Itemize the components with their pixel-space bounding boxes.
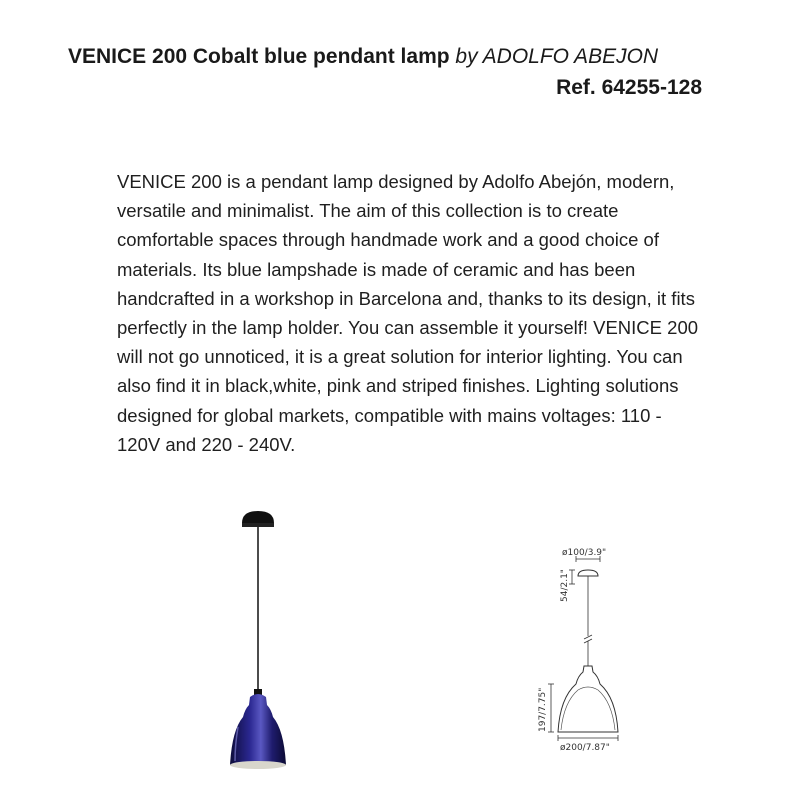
product-photo xyxy=(205,505,335,775)
technical-drawing xyxy=(520,540,640,760)
canopy-height-label: 54/2.1" xyxy=(560,569,570,602)
shade-shape xyxy=(230,694,286,765)
shade-diameter-label: ø200/7.87" xyxy=(560,743,610,753)
shade-height-label: 197/7.75" xyxy=(538,687,548,732)
canopy-shape xyxy=(242,511,274,523)
product-reference: Ref. 64255-128 xyxy=(556,76,702,99)
product-title xyxy=(68,42,708,72)
product-description: VENICE 200 is a pendant lamp designed by Adolfo Abejón, modern, versatile and minimalist. The aim of this collection is to create comfortable spaces through handmade work and a good choice of materials. Its blue lampshade is made of ceramic and has been handcrafted in a workshop in Barcelona and, thanks to its design, it fits perfectly in the lamp holder. You can assemble it yourself! VENICE 200 will not go unnoticed, it is a great solution for interior lighting. You can also find it in black,white, pink and striped finishes. Lighting solutions designed for global markets, compatible with mains voltages: 110 - 120V and 220 - 240V. xyxy=(117,171,699,455)
product-name: VENICE 200 Cobalt blue pendant lamp xyxy=(68,45,450,68)
canopy-diameter-label: ø100/3.9" xyxy=(562,548,607,558)
designer-byline: by ADOLFO ABEJON xyxy=(455,45,659,68)
